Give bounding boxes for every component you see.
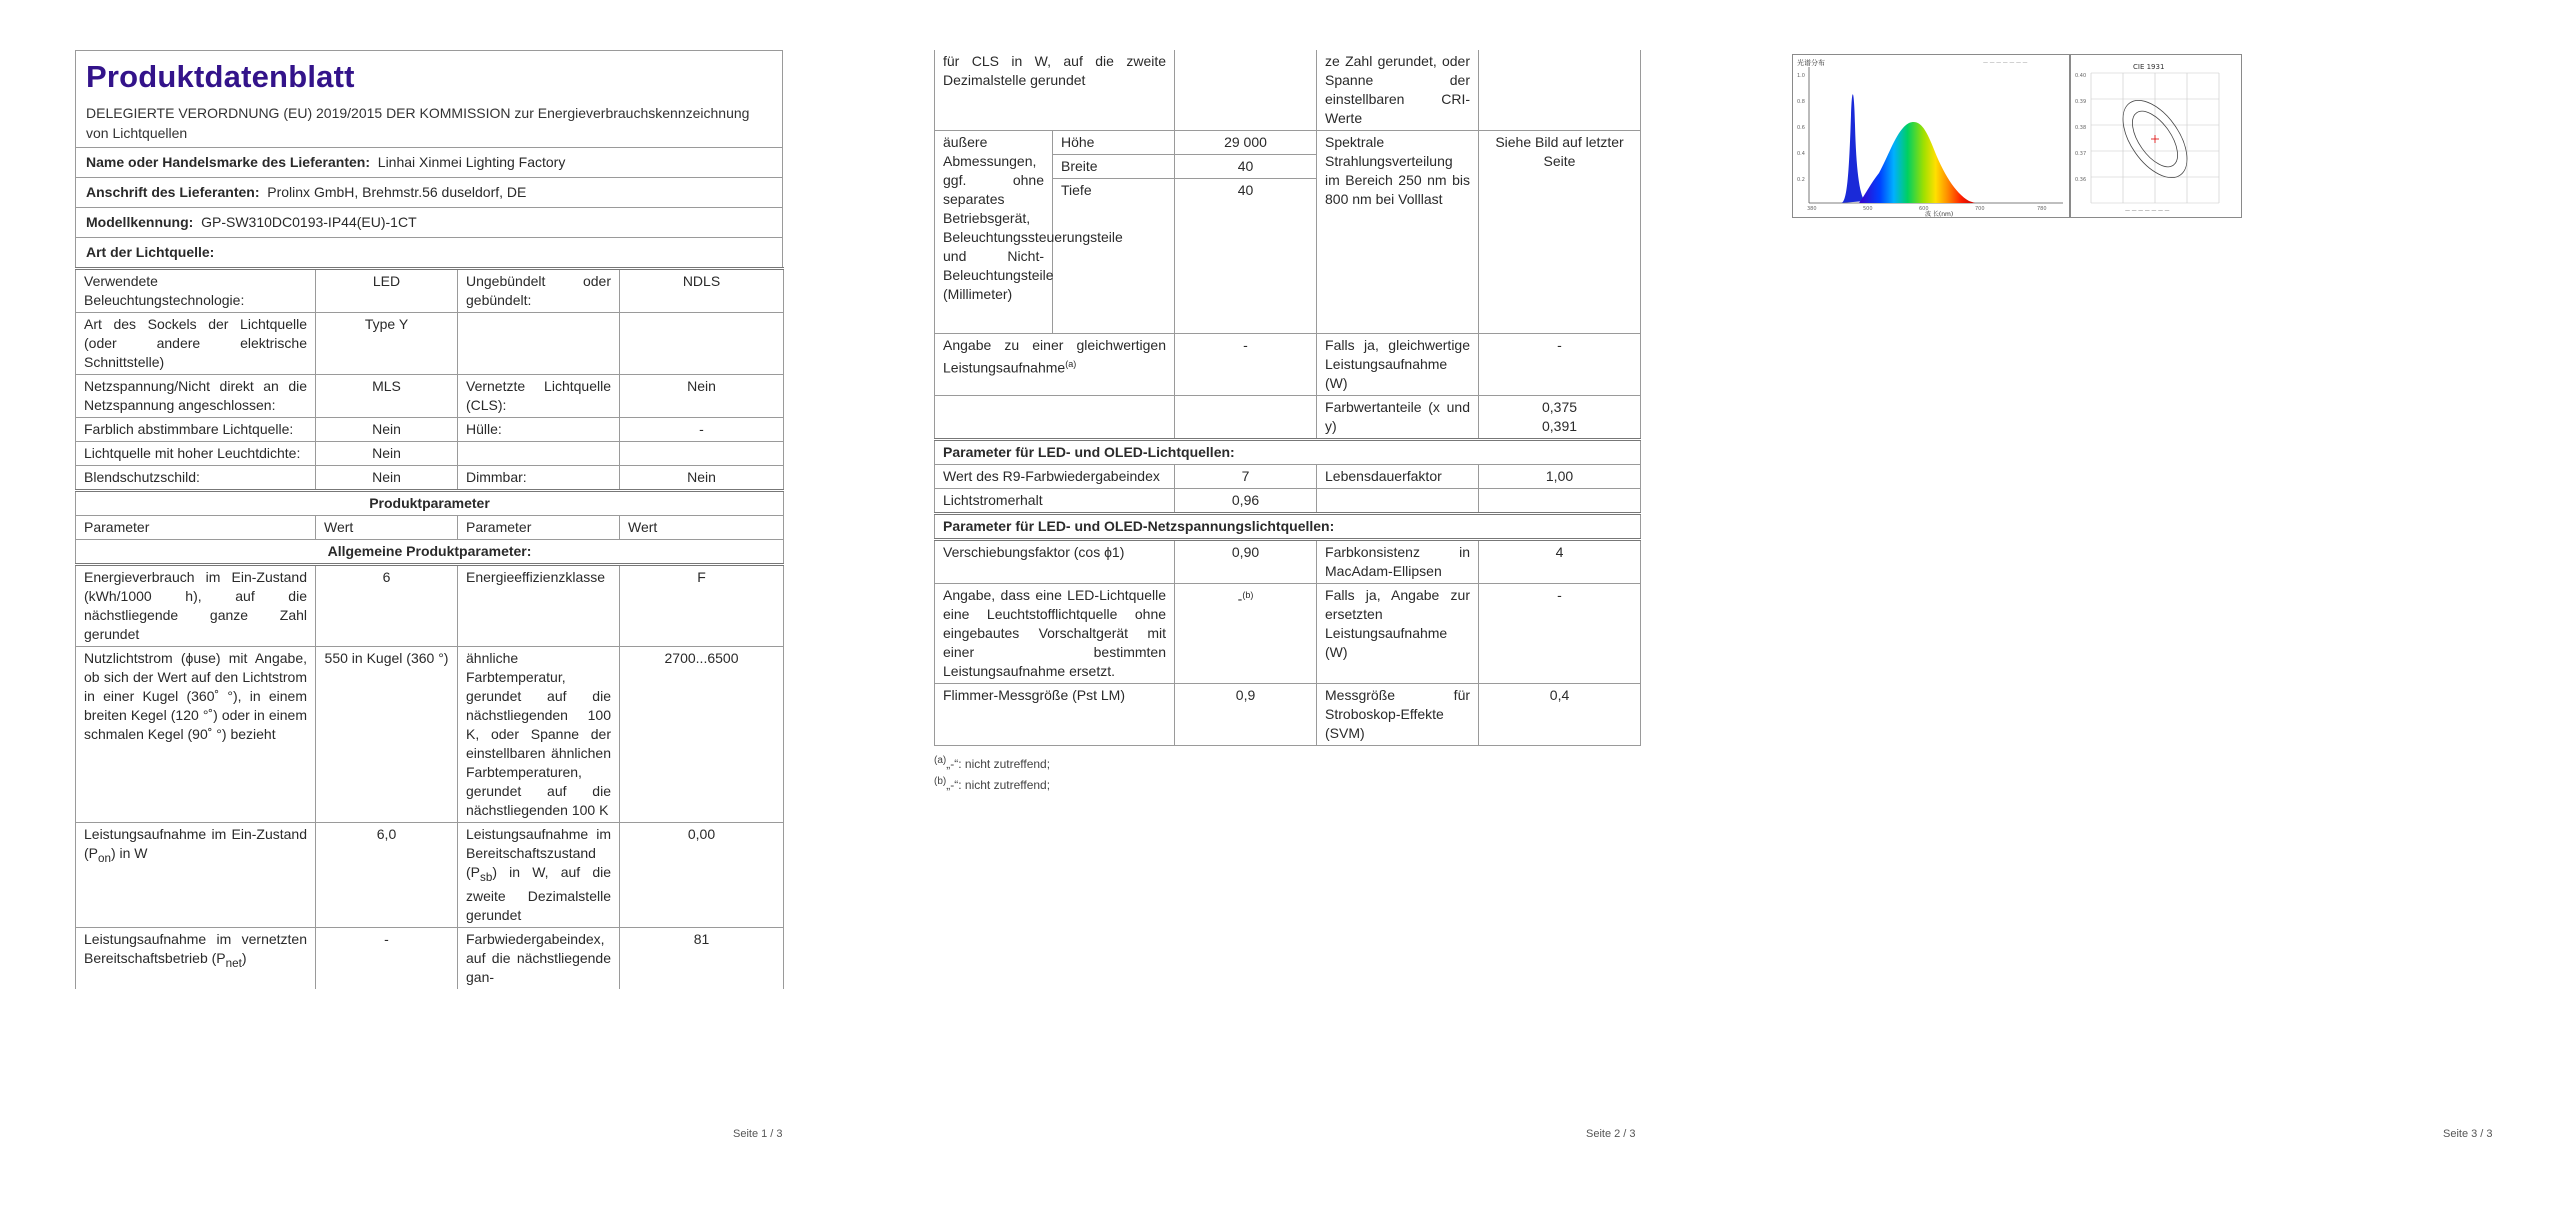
value-cell: - [316,927,458,989]
param-cell: Energieverbrauch im Ein-Zustand (kWh/1000 h), auf die nächstliegende ganze Zahl gerundet [76,565,316,647]
light-type-header: Art der Lichtquelle: [86,244,215,260]
equiv-footnote-mark: (a) [1065,359,1077,369]
column-header-value-1: Wert [316,516,458,540]
dim-name-cell: Höhe [1053,131,1175,155]
footnote-a [934,752,1640,773]
general-params-header: Allgemeine Produktparameter: [76,540,784,565]
param-cell: Hülle: [458,418,620,442]
param-cell: Wert des R9-Farbwiedergabeindex [935,465,1175,489]
table-row [76,927,784,989]
param-cell [76,823,316,928]
pon-label-post: ) in W [110,845,148,861]
param-cell: Falls ja, gleichwertige Leistungsaufnahme (W) [1317,334,1479,396]
value-cell: 2700...6500 [620,647,784,823]
spectral-distribution-figure [1792,54,2070,218]
param-cell: Energieeffizienzklasse [458,565,620,647]
value-cell: Nein [316,418,458,442]
svg-text:0.8: 0.8 [1797,99,1805,105]
param-cell: Farbkonsistenz in MacAdam-Ellipsen [1317,540,1479,584]
svg-text:500: 500 [1863,206,1873,212]
table-row [76,313,784,375]
model-label: Modellkennung: [86,214,194,230]
param-cell: Netzspannung/Nicht direkt an die Netzspannung angeschlossen: [76,375,316,418]
value-cell: 550 in Kugel (360 °) [316,647,458,823]
param-cell: Flimmer-Messgröße (Pst LM) [935,684,1175,746]
header-block [75,50,783,147]
param-cell: ze Zahl gerundet, oder Spanne der einstellbaren CRI-Werte [1317,50,1479,131]
column-header-row [76,516,784,540]
param-cell: Lichtquelle mit hoher Leuchtdichte: [76,442,316,466]
pnet-label-sub: net [225,956,242,970]
table-row [76,466,784,491]
param-cell: Nutzlichtstrom (ϕuse) mit Angabe, ob sich der Wert auf den Lichtstrom in einer Kugel (360˚ °), in einem breiten Kegel (120 °˚) oder in einem schmalen Kegel (90˚ °) bezieht [76,647,316,823]
footnote-b [934,773,1640,794]
page-number: Seite 3 / 3 [2443,1128,2493,1140]
supplier-name-row [75,147,783,177]
param-cell: Lichtstromerhalt [935,489,1175,514]
empty-cell [1175,396,1317,440]
svg-text:380: 380 [1807,206,1817,212]
pon-label-pre: Leistungsaufnahme im Ein-Zustand (P [84,826,307,861]
value-cell [1479,489,1641,514]
value-cell: MLS [316,375,458,418]
led-header-row [935,440,1641,465]
model-row [75,207,783,237]
cie-svg [2071,55,2241,217]
value-cell: - [620,418,784,442]
table-row [935,540,1641,584]
value-cell: 0,90 [1175,540,1317,584]
supplier-address-value: Prolinx GmbH, Brehmstr.56 duseldorf, DE [267,184,527,200]
replace-value: - [1237,590,1243,607]
svg-text:0.37: 0.37 [2075,151,2087,157]
svg-text:— — — — — — —: — — — — — — — [2125,208,2170,214]
param-cell: Angabe, dass eine LED-Lichtquelle eine Leuchtstofflichtquelle ohne eingebautes Vorschaltgerät mit einer bestimmten Leistungsaufnahme ersetzt. [935,584,1175,684]
param-cell [1317,489,1479,514]
svg-text:700: 700 [1975,206,1985,212]
supplier-name-value: Linhai Xinmei Lighting Factory [377,154,566,170]
param-cell: Verschiebungsfaktor (cos ϕ1) [935,540,1175,584]
spectral-value: Siehe Bild auf letzter Seite [1479,131,1641,334]
spectrum-svg [1793,55,2069,217]
psb-label-pre: Leistungsaufnahme im Bereitschaftszustand (P [466,826,611,880]
rows-a [76,269,784,989]
column-header-value-2: Wert [620,516,784,540]
table-row [76,375,784,418]
spectrum-y-ticks [1797,73,1805,183]
param-cell [935,334,1175,396]
svg-text:780: 780 [2037,206,2047,212]
table-row [935,489,1641,514]
dim-name-cell: Tiefe [1053,179,1175,334]
page-2-content [934,50,1640,794]
footnotes [934,752,1640,794]
value-cell: 7 [1175,465,1317,489]
param-cell: Ungebündelt oder gebündelt: [458,269,620,313]
svg-text:0.6: 0.6 [1797,125,1805,131]
table-row [76,647,784,823]
page-3 [1706,0,2559,1206]
value-cell: Nein [620,375,784,418]
value-cell: Nein [316,466,458,491]
equiv-label: Angabe zu einer gleichwertigen Leistungsaufnahme [943,337,1167,376]
table-row [76,418,784,442]
value-cell: 6 [316,565,458,647]
table-row [76,442,784,466]
value-cell: Type Y [316,313,458,375]
page-1 [0,0,853,1206]
product-table-page-1 [75,267,784,989]
param-cell [76,927,316,989]
regulation-subtitle: DELEGIERTE VERORDNUNG (EU) 2019/2015 DER KOMMISSION zur Energieverbrauchskennzeichnung von Lichtquellen [86,105,750,141]
table-row [935,584,1641,684]
footnote-b-mark: (b) [934,776,947,787]
led-params-header: Parameter für LED- und OLED-Lichtquellen: [935,440,1641,465]
value-cell: 6,0 [316,823,458,928]
page-2 [853,0,1706,1206]
psb-label-post: ) in W, auf die zweite Dezimalstelle gerundet [466,864,611,923]
svg-text:0.38: 0.38 [2075,125,2087,131]
footnote-a-mark: (a) [934,755,947,766]
param-cell: Vernetzte Lichtquelle (CLS): [458,375,620,418]
value-cell: - [1479,334,1641,396]
column-header-param-1: Parameter [76,516,316,540]
param-cell: Farbwertanteile (x und y) [1317,396,1479,440]
svg-text:0.40: 0.40 [2075,73,2087,79]
mains-params-header: Parameter für LED- und OLED-Netzspannungslichtquellen: [935,514,1641,540]
value-cell: 81 [620,927,784,989]
param-cell: Falls ja, Angabe zur ersetzten Leistungsaufnahme (W) [1317,584,1479,684]
param-cell: Dimmbar: [458,466,620,491]
spectral-label: Spektrale Strahlungsverteilung im Bereich 250 nm bis 800 nm bei Volllast [1317,131,1479,334]
table-row [935,684,1641,746]
value-cell [1175,584,1317,684]
product-params-header: Produktparameter [76,491,784,516]
spectrum-note: — — — — — — — [1983,60,2028,66]
value-cell [1479,50,1641,131]
param-cell [458,313,620,375]
table-row [76,823,784,928]
param-cell: Art des Sockels der Lichtquelle (oder andere elektrische Schnittstelle) [76,313,316,375]
table-row [935,396,1641,440]
value-cell: Nein [620,466,784,491]
table-row [935,50,1641,131]
value-cell: - [1175,334,1317,396]
svg-text:0.4: 0.4 [1797,151,1805,157]
value-cell: 0,9 [1175,684,1317,746]
value-cell: 0,96 [1175,489,1317,514]
svg-text:0.2: 0.2 [1797,177,1805,183]
spectrum-title: 光谱分布 [1797,59,1825,67]
value-cell: LED [316,269,458,313]
general-params-header-row [76,540,784,565]
dim-value-cell: 40 [1175,179,1317,334]
dim-name-cell: Breite [1053,155,1175,179]
spectrum-x-label: 波 长(nm) [1925,211,1954,217]
cie-y-ticks [2075,73,2086,183]
param-cell: Lebensdauerfaktor [1317,465,1479,489]
table-row [76,565,784,647]
empty-cell [935,396,1175,440]
param-cell [458,442,620,466]
spectrum-blue-peak [1841,94,1865,203]
cie-x-ticks [2125,208,2170,214]
param-cell [458,823,620,928]
value-cell: 4 [1479,540,1641,584]
value-cell: 0,375 0,391 [1479,396,1641,440]
cie-chromaticity-figure [2070,54,2242,218]
cie-title: CIE 1931 [2133,63,2165,71]
value-cell: Nein [316,442,458,466]
dim-value-cell: 40 [1175,155,1317,179]
table-row [935,334,1641,396]
psb-label-sub: sb [480,870,493,884]
supplier-address-row [75,177,783,207]
param-cell: für CLS in W, auf die zweite Dezimalstelle gerundet [935,50,1175,131]
value-cell: - [1479,584,1641,684]
column-header-param-2: Parameter [458,516,620,540]
dim-value-cell: 29 000 [1175,131,1317,155]
product-table-page-2 [934,50,1641,746]
page-1-content [75,50,783,989]
value-cell: 0,00 [620,823,784,928]
pon-label-sub: on [98,851,111,865]
param-cell: Farbwiedergabeindex, auf die nächstliegende gan- [458,927,620,989]
param-cell: Verwendete Beleuchtungstechnologie: [76,269,316,313]
param-cell: Blendschutzschild: [76,466,316,491]
value-cell: 1,00 [1479,465,1641,489]
param-cell: ähnliche Farbtemperatur, gerundet auf die nächstliegenden 100 K, oder Spanne der einstellbaren ähnlichen Farbtemperaturen, gerundet auf die nächstliegenden 100 K [458,647,620,823]
model-value: GP-SW310DC0193-IP44(EU)-1CT [201,214,417,230]
table-row [76,269,784,313]
supplier-address-label: Anschrift des Lieferanten: [86,184,260,200]
value-cell: 0,4 [1479,684,1641,746]
value-cell [620,442,784,466]
value-cell [1175,50,1317,131]
value-cell: F [620,565,784,647]
param-cell: Messgröße für Stroboskop-Effekte (SVM) [1317,684,1479,746]
page-number: Seite 1 / 3 [733,1128,783,1140]
product-params-header-row [76,491,784,516]
table-row [935,465,1641,489]
svg-text:1.0: 1.0 [1797,73,1805,79]
svg-text:0.36: 0.36 [2075,177,2087,183]
value-cell: NDLS [620,269,784,313]
supplier-name-label: Name oder Handelsmarke des Lieferanten: [86,154,370,170]
svg-text:600: 600 [1919,206,1929,212]
table-row [935,131,1641,155]
footnote-a-text: „-“: nicht zutreffend; [946,757,1051,771]
param-cell: Farblich abstimmbare Lichtquelle: [76,418,316,442]
footnote-b-text: „-“: nicht zutreffend; [946,778,1051,792]
page-number: Seite 2 / 3 [1586,1128,1636,1140]
light-type-header-row [75,237,783,267]
spectrum-phosphor-band [1859,122,1975,203]
document-title: Produktdatenblatt [86,59,355,94]
mains-header-row [935,514,1641,540]
dimensions-label: äußere Abmessungen, ggf. ohne separates Betriebsgerät, Beleuchtungssteuerungsteile und Nicht-Beleuchtungsteile (Millimeter) [935,131,1053,334]
replace-footnote-mark: (b) [1242,590,1254,600]
pnet-label-pre: Leistungsaufnahme im vernetzten Bereitschaftsbetrieb (P [84,930,307,966]
pnet-label-post: ) [241,949,247,966]
svg-text:0.39: 0.39 [2075,99,2087,105]
value-cell [620,313,784,375]
